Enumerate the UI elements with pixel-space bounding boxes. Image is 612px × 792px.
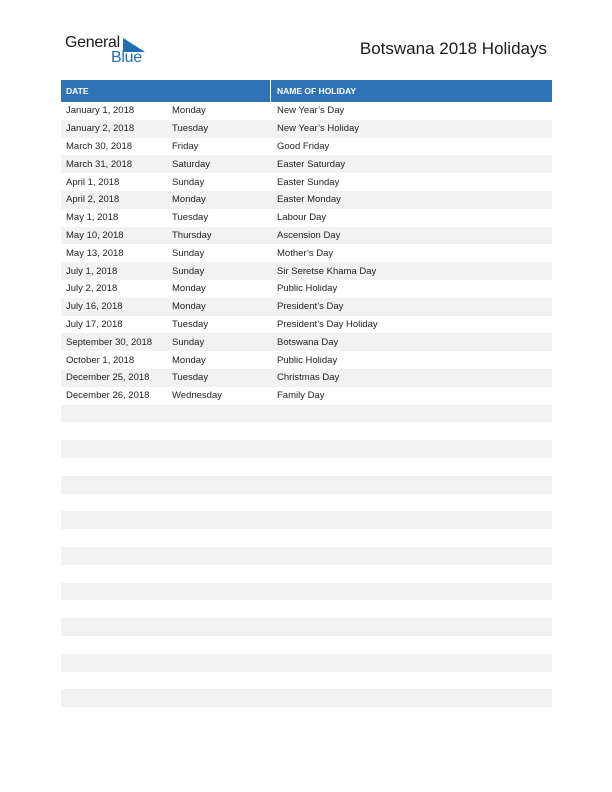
table-header (61, 80, 552, 102)
holiday-weekday: Sunday (172, 247, 205, 259)
holiday-date: July 1, 2018 (66, 265, 118, 277)
holiday-name: Easter Saturday (277, 158, 346, 170)
table-body (61, 102, 552, 707)
table-row (61, 209, 552, 227)
table-row (61, 565, 552, 583)
holiday-weekday: Tuesday (172, 318, 209, 330)
table-row (61, 440, 552, 458)
holiday-name: Sir Seretse Khama Day (277, 265, 377, 277)
table-row (61, 316, 552, 334)
logo-general-text: General (65, 34, 120, 51)
holiday-name: Easter Sunday (277, 176, 340, 188)
holiday-date: January 1, 2018 (66, 105, 135, 117)
holiday-weekday: Tuesday (172, 212, 209, 224)
table-row (61, 191, 552, 209)
holiday-name: Public Holiday (277, 354, 338, 366)
holiday-name: Public Holiday (277, 283, 338, 295)
table-row (61, 262, 552, 280)
table-row (61, 333, 552, 351)
table-row (61, 422, 552, 440)
holiday-date: March 30, 2018 (66, 140, 133, 152)
holiday-weekday: Tuesday (172, 372, 209, 384)
table-row (61, 227, 552, 245)
logo (65, 34, 155, 70)
holiday-date: March 31, 2018 (66, 158, 133, 170)
holiday-date: September 30, 2018 (66, 336, 153, 348)
holiday-date: May 1, 2018 (66, 212, 119, 224)
holiday-weekday: Monday (172, 301, 206, 313)
holiday-weekday: Sunday (172, 336, 205, 348)
table-row (61, 583, 552, 601)
holiday-weekday: Monday (172, 105, 206, 117)
table-row (61, 511, 552, 529)
holiday-weekday: Monday (172, 194, 206, 206)
holiday-weekday: Sunday (172, 176, 205, 188)
table-row (61, 120, 552, 138)
holiday-date: May 10, 2018 (66, 229, 124, 241)
table-row (61, 405, 552, 423)
holiday-date: April 1, 2018 (66, 176, 120, 188)
table-row (61, 155, 552, 173)
table-row (61, 387, 552, 405)
holiday-date: July 16, 2018 (66, 301, 123, 313)
holiday-date: July 17, 2018 (66, 318, 123, 330)
table-row (61, 458, 552, 476)
holiday-date: April 2, 2018 (66, 194, 120, 206)
holiday-weekday: Wednesday (172, 390, 222, 402)
table-row (61, 244, 552, 262)
table-row (61, 618, 552, 636)
table-row (61, 529, 552, 547)
holiday-weekday: Sunday (172, 265, 205, 277)
holiday-name: Christmas Day (277, 372, 340, 384)
table-row (61, 476, 552, 494)
holiday-weekday: Saturday (172, 158, 211, 170)
holiday-name: President’s Day Holiday (277, 318, 378, 330)
holiday-name: Botswana Day (277, 336, 339, 348)
holiday-date: July 2, 2018 (66, 283, 118, 295)
holiday-name: New Year’s Day (277, 105, 345, 117)
table-row (61, 494, 552, 512)
holiday-weekday: Monday (172, 283, 206, 295)
holiday-name: Easter Monday (277, 194, 341, 206)
holiday-date: December 25, 2018 (66, 372, 150, 384)
table-row (61, 351, 552, 369)
table-row (61, 672, 552, 690)
holiday-name: Good Friday (277, 140, 330, 152)
holiday-table (61, 80, 552, 707)
logo-blue-text: Blue (111, 49, 142, 66)
table-row (61, 298, 552, 316)
table-row (61, 689, 552, 707)
holiday-name: New Year’s Holiday (277, 123, 360, 135)
holiday-name: President’s Day (277, 301, 344, 313)
holiday-date: May 13, 2018 (66, 247, 124, 259)
table-row (61, 280, 552, 298)
date-column-header: DATE (61, 80, 271, 102)
holiday-date: October 1, 2018 (66, 354, 135, 366)
holiday-name: Labour Day (277, 212, 327, 224)
holiday-weekday: Tuesday (172, 123, 209, 135)
table-row (61, 547, 552, 565)
table-row (61, 600, 552, 618)
holiday-weekday: Friday (172, 140, 199, 152)
table-row (61, 102, 552, 120)
holiday-date: December 26, 2018 (66, 390, 150, 402)
table-row (61, 173, 552, 191)
holiday-name: Family Day (277, 390, 325, 402)
table-row (61, 369, 552, 387)
holiday-date: January 2, 2018 (66, 123, 135, 135)
page-title: Botswana 2018 Holidays (359, 39, 547, 58)
holiday-weekday: Thursday (172, 229, 212, 241)
table-row (61, 636, 552, 654)
holiday-name-column-header: NAME OF HOLIDAY (277, 86, 357, 96)
table-row (61, 138, 552, 156)
holiday-name: Mother’s Day (277, 247, 334, 259)
table-row (61, 654, 552, 672)
holiday-name: Ascension Day (277, 229, 341, 241)
holiday-weekday: Monday (172, 354, 206, 366)
